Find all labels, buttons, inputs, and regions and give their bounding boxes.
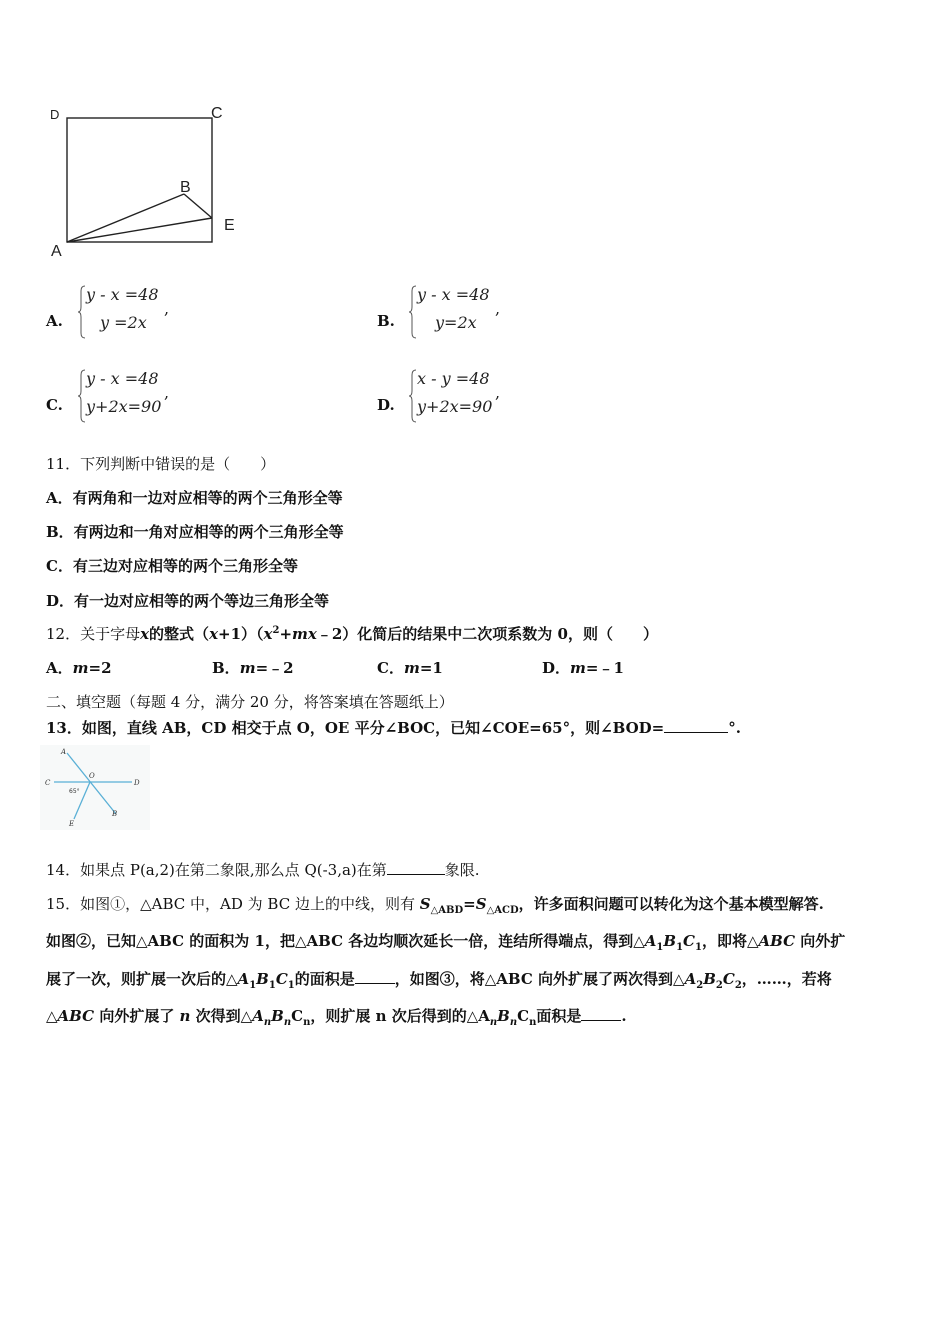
figure-lines bbox=[40, 745, 150, 830]
q12-d-var: m bbox=[570, 659, 586, 677]
q12-b-label: B． bbox=[212, 659, 240, 677]
fig2-label-a: A bbox=[61, 748, 67, 756]
figure-rectangle bbox=[40, 95, 250, 265]
q15-abc: ABC bbox=[758, 932, 796, 950]
label-a: A bbox=[51, 243, 62, 260]
q15-blank2[interactable] bbox=[581, 1006, 621, 1021]
q10-d-eq2: y+2x=90 bbox=[417, 397, 493, 416]
q12-pre: 12．关于字母 bbox=[46, 625, 141, 643]
fig2-label-o: O bbox=[89, 772, 95, 780]
q14-blank[interactable] bbox=[387, 860, 445, 875]
q10-a-eq2: y =2x bbox=[100, 313, 147, 332]
q15-l4e: 面积是 bbox=[536, 1007, 582, 1025]
q10-option-b-label: B. bbox=[377, 312, 395, 330]
q12-d-val: =﹣1 bbox=[585, 659, 624, 677]
q14-stem bbox=[46, 860, 480, 880]
q12-b-var: m bbox=[239, 659, 256, 677]
q12-d-label: D． bbox=[542, 659, 571, 677]
q10-option-a-label: A. bbox=[46, 312, 63, 330]
label-b: B bbox=[180, 179, 191, 196]
q15-s1: S bbox=[419, 895, 431, 913]
q10-a-eq1: y - x =48 bbox=[86, 285, 159, 304]
q12-expr2c: ﹣2）化简后的结果中二次项系数为 0，则（ ） bbox=[316, 625, 658, 643]
q15-line2 bbox=[46, 931, 845, 951]
fig2-label-angle: 65° bbox=[69, 788, 80, 795]
q15-l3a: 展了一次，则扩展一次后的△ bbox=[46, 970, 238, 988]
q13-blank[interactable] bbox=[664, 718, 728, 733]
q15-b1-sub: 1 bbox=[676, 942, 684, 953]
q15-l4c: 次得到△ bbox=[190, 1007, 253, 1025]
q15-line4: △ABC 向外扩展了 n 次得到$\triangle A_nB_nC_n$，则扩展 n 次后得到的$\triangle A_nB_nC_n$面积是 . bbox=[46, 1007, 627, 1028]
q15-l1a: 15．如图①，△ABC 中，AD 为 BC 边上的中线，则有 bbox=[46, 895, 420, 913]
q12-option-d bbox=[542, 658, 624, 678]
q11-option-c: C．有三边对应相等的两个三角形全等 bbox=[46, 557, 298, 575]
fig2-label-d: D bbox=[134, 779, 140, 787]
label-c: C bbox=[211, 105, 223, 122]
q15-sub2: △ACD bbox=[486, 905, 519, 916]
q12-expr2: x bbox=[263, 625, 273, 643]
q10-option-c-system bbox=[78, 369, 188, 425]
q11-option-a: A．有两角和一边对应相等的两个三角形全等 bbox=[46, 489, 343, 507]
q12-m: mx bbox=[292, 625, 317, 643]
q10-a-tail: , bbox=[164, 299, 170, 318]
q12-option-b bbox=[212, 658, 294, 678]
q15-sub1: △ABD bbox=[430, 905, 464, 916]
q12-a-label: A． bbox=[46, 659, 73, 677]
q15-l4b: 向外扩展了 bbox=[94, 1007, 180, 1025]
q15-l4f: . bbox=[621, 1007, 627, 1025]
q15-blank1[interactable] bbox=[355, 969, 395, 984]
q15-eq: = bbox=[463, 895, 476, 913]
q15-l1b: ，许多面积问题可以转化为这个基本模型解答. bbox=[518, 895, 824, 913]
label-e: E bbox=[224, 217, 235, 234]
q15-line3: 展了一次，则扩展一次后的$\triangle A_1B_1C_1$的面积是 ，如图③，将△ABC 向外扩展了两次得到$\triangle A_2B_2C_2$，……，若将 bbox=[46, 970, 832, 991]
q15-l2b: ，即将△ bbox=[701, 932, 759, 950]
q10-c-tail: , bbox=[164, 383, 170, 402]
q12-c-val: =1 bbox=[419, 659, 443, 677]
q12-mid: 的整式（ bbox=[149, 625, 210, 643]
q12-stem bbox=[46, 624, 658, 644]
q15-a1-sub: 1 bbox=[656, 942, 664, 953]
q12-expr2b: + bbox=[279, 625, 293, 643]
q15-l2d: 向外扩 bbox=[795, 932, 846, 950]
q10-b-eq1: y - x =48 bbox=[417, 285, 490, 304]
q15-c1: C bbox=[683, 932, 695, 950]
q11-stem: 11．下列判断中错误的是（ ） bbox=[46, 455, 276, 473]
q12-option-c bbox=[377, 658, 443, 678]
q13-stem-b: °. bbox=[728, 719, 741, 737]
q10-b-eq2: y=2x bbox=[435, 313, 477, 332]
q14-stem-b: 象限. bbox=[444, 861, 480, 879]
q12-a-var: m bbox=[72, 659, 89, 677]
q15-n: n bbox=[179, 1007, 191, 1025]
label-d: D bbox=[50, 107, 60, 122]
q10-c-eq2: y+2x=90 bbox=[86, 397, 162, 416]
q12-var: x bbox=[140, 625, 150, 643]
q15-l4a: △ bbox=[46, 1007, 58, 1025]
q10-d-tail: , bbox=[495, 383, 501, 402]
fig2-label-b: B bbox=[112, 810, 118, 818]
q12-b-val: =﹣2 bbox=[255, 659, 294, 677]
q15-a1: A bbox=[644, 932, 657, 950]
q13-stem-a: 13．如图，直线 AB，CD 相交于点 O，OE 平分∠BOC，已知∠COE=65°，则∠BOD= bbox=[46, 719, 665, 737]
q15-c1-sub: 1 bbox=[695, 942, 702, 953]
q12-a-val: =2 bbox=[88, 659, 112, 677]
fig2-label-c: C bbox=[45, 779, 51, 787]
q12-c-label: C． bbox=[377, 659, 404, 677]
q15-l3c: ，如图③，将△ABC 向外扩展了两次得到△ bbox=[394, 970, 685, 988]
q13-stem bbox=[46, 718, 741, 738]
q10-c-eq1: y - x =48 bbox=[86, 369, 159, 388]
q12-expr1b: +1）（ bbox=[218, 625, 264, 643]
q12-c-var: m bbox=[403, 659, 420, 677]
q12-expr1: x bbox=[209, 625, 219, 643]
q10-option-c-label: C. bbox=[46, 396, 63, 414]
q15-l4d: ，则扩展 n 次后得到的△ bbox=[310, 1007, 479, 1025]
q10-option-b-system bbox=[409, 285, 519, 341]
q10-b-tail: , bbox=[495, 299, 501, 318]
q11-option-b: B．有两边和一角对应相等的两个三角形全等 bbox=[46, 523, 344, 541]
fig2-label-e: E bbox=[69, 820, 75, 828]
q10-option-d-label: D. bbox=[377, 396, 395, 414]
q15-s2: S bbox=[475, 895, 487, 913]
q14-stem-a: 14．如果点 P(a,2)在第二象限,那么点 Q(-3,a)在第 bbox=[46, 861, 387, 879]
q12-option-a bbox=[46, 658, 112, 678]
section-title: 二、填空题（每题 4 分，满分 20 分，将答案填在答题纸上） bbox=[46, 693, 454, 711]
q10-option-d-system bbox=[409, 369, 519, 425]
q15-l2a: 如图②，已知△ABC 的面积为 1，把△ABC 各边均顺次延长一倍，连结所得端点，得到△ bbox=[46, 932, 645, 950]
q11-option-d: D．有一边对应相等的两个等边三角形全等 bbox=[46, 592, 330, 610]
q15-line1 bbox=[46, 894, 824, 914]
q10-option-a-system bbox=[78, 285, 188, 341]
q15-l3b: 的面积是 bbox=[294, 970, 355, 988]
q12-sup: 2 bbox=[272, 625, 280, 636]
q15-l3d: ，……，若将 bbox=[741, 970, 832, 988]
q10-d-eq1: x - y =48 bbox=[417, 369, 490, 388]
q15-b1: B bbox=[663, 932, 677, 950]
